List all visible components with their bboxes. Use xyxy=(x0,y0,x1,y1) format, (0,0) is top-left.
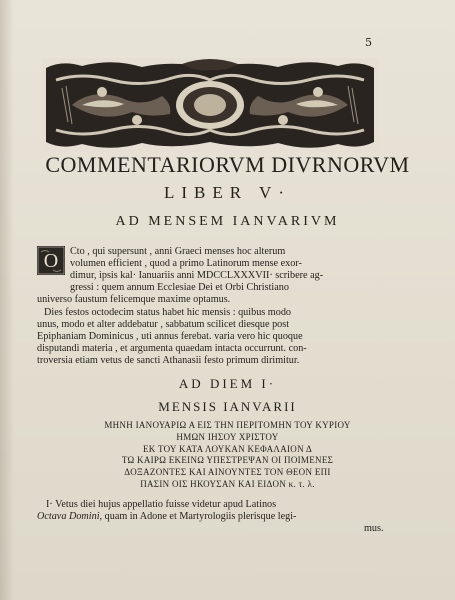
intro-line-5: universo faustum felicemque maxime optamus. xyxy=(37,294,231,305)
intro-line-3: dimur, ipsis kal· Ianuariis anni MDCCLXXXVII· scribere ag- xyxy=(70,270,324,281)
greek-line: ΗΜΩΝ ΙΗΣΟΥ ΧΡΙΣΤΟΥ xyxy=(176,431,279,442)
ornamental-headpiece-icon xyxy=(42,58,378,152)
day-subheading: MENSIS IANVARII xyxy=(158,399,297,414)
paragraph-line-3: Epiphaniam Dominicus , uti annus ferebat. varia vero hic quoque xyxy=(37,331,303,342)
drop-cap-icon xyxy=(37,246,65,275)
paragraph-line-1: Dies festos octodecim status habet hic mensis : quibus modo xyxy=(44,307,292,318)
intro-line-2: volumen efficient , quod a primo Latinorum mense exor- xyxy=(70,258,302,269)
final-line-2 xyxy=(37,511,387,523)
day-heading: AD DIEM I· xyxy=(178,376,277,391)
greek-line: ΔΟΞΑΖΟΝΤΕΣ ΚΑΙ ΑΙΝΟΥΝΤΕΣ ΤΟΝ ΘΕΟΝ ΕΠΙ xyxy=(124,467,331,478)
paragraph-line-5: troversia etiam vetus de sancti Athanasii festo primum dirimitur. xyxy=(37,355,300,366)
page-number: 5 xyxy=(365,36,373,49)
book-title: LIBER V· xyxy=(164,183,291,202)
greek-line: ΠΑΣΙΝ ΟΙΣ ΗΚΟΥΣΑΝ ΚΑΙ ΕΙΔΟΝ κ. τ. λ. xyxy=(140,478,315,489)
intro-line-4: gressi : quem annum Ecclesiae Dei et Orbi Christiano xyxy=(70,282,289,293)
greek-line: ΕΚ ΤΟΥ ΚΑΤΑ ΛΟΥΚΑΝ ΚΕΦΑΛΑΙΟΝ Δ xyxy=(142,443,313,454)
drop-cap-letter: O xyxy=(43,250,59,272)
main-title: COMMENTARIORVM DIVRNORVM xyxy=(45,152,410,177)
final-line-1: I· Vetus diei hujus appellatio fuisse videtur apud Latinos xyxy=(46,499,277,510)
greek-line: ΜΗΝΗ ΙΑΝΟΥΑΡΙΩ Α ΕΙΣ ΤΗΝ ΠΕΡΙΤΟΜΗΝ ΤΟΥ ΚΥΡΙΟΥ xyxy=(104,420,351,430)
intro-line-1: Cto , qui supersunt , anni Graeci menses hoc alterum xyxy=(70,246,286,257)
final-line-3: mus. xyxy=(364,523,384,534)
paragraph-line-4: disputandi materia , et argumenta quaedam intacta occurrunt. con- xyxy=(37,343,307,354)
page-gutter-shadow xyxy=(0,0,14,600)
month-title: AD MENSEM IANVARIVM xyxy=(115,214,340,229)
final-line-2-rest: , quam in Adone et Martyrologiis plerisque legi- xyxy=(99,511,297,522)
paragraph-line-2: unus, modo et alter addebatur , sabbatum scilicet diesque post xyxy=(37,319,290,330)
greek-line: ΤΩ ΚΑΙΡΩ ΕΚΕΙΝΩ ΥΠΕΣΤΡΕΨΑΝ ΟΙ ΠΟΙΜΕΝΕΣ xyxy=(121,455,334,466)
italic-term: Octava Domini xyxy=(37,511,100,522)
greek-heading-block xyxy=(0,420,455,491)
